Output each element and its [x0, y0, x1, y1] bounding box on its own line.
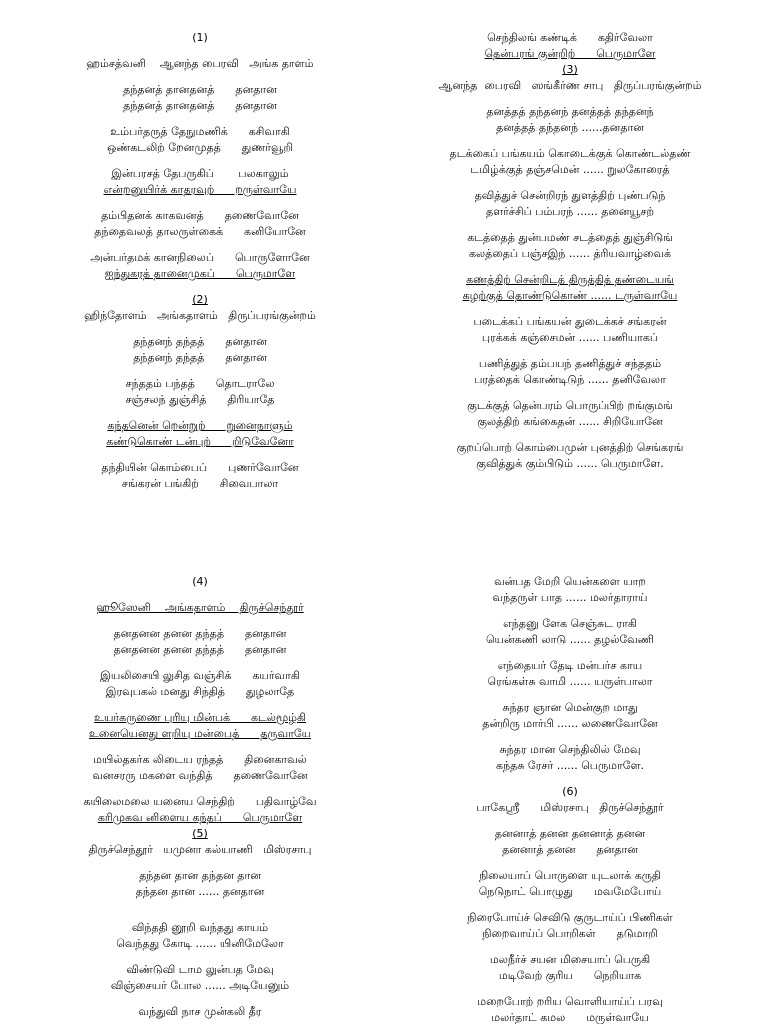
- line-gap: [380, 94, 760, 104]
- line-gap: [10, 282, 390, 292]
- verse-line: வனசரரு மகளை வந்தித் தணைவோனே: [92, 769, 308, 782]
- verse-line: தனதனன தனன தந்தத் தனதான: [113, 643, 287, 656]
- line-gap: [10, 784, 390, 794]
- line-gap: [10, 366, 390, 376]
- verse-line: இன்பரசத் தேபருகிப் பலகாலும்: [111, 167, 289, 180]
- line-gap: [380, 648, 760, 658]
- column-left-bottom: [10, 574, 390, 1020]
- verse-line: மலர்தாட் கமல மருள்வாயே: [491, 1011, 649, 1024]
- verse-line: நெடுநாட் பொழுது மவமேபோய்: [478, 885, 662, 898]
- verse-line: கந்தனென் றென்றுற் றுனைநாளும்: [107, 419, 293, 432]
- verse-line: விண்டுவி டாம லுன்பத மேவு: [126, 963, 274, 976]
- verse-line: இயலிசையி லுசித வஞ்சிக் கயர்வாகி: [100, 669, 300, 682]
- verse-line: தனனாத் தனன தனனாத் தனன: [494, 827, 646, 840]
- verse-line: (2): [192, 293, 208, 306]
- verse-line: சுந்தர மான செந்திலில் மேவு: [499, 743, 641, 756]
- verse-line: இரவுபகல் மனது சிந்தித் துழலாதே: [105, 685, 295, 698]
- verse-line: தந்தனத் தானதனத் தனதான: [123, 99, 277, 112]
- line-gap: [380, 136, 760, 146]
- verse-line: கலத்தைப் பஞ்சஇந் ...... த்ரியவாழ்வைக்: [468, 247, 672, 260]
- verse-line: எந்தனு ளேக செஞ்சுட ராகி: [503, 617, 637, 630]
- column-left-top: [10, 30, 390, 492]
- line-gap: [380, 816, 760, 826]
- line-gap: [10, 156, 390, 166]
- line-gap: [10, 700, 390, 710]
- verse-line: கணத்திற் சென்றிடத் திருத்தித் தண்டையங்: [466, 273, 674, 286]
- line-gap: [10, 72, 390, 82]
- verse-line: (1): [192, 31, 208, 44]
- verse-line: வன்பத மேறி யென்களை யாற: [494, 575, 646, 588]
- verse-line: விஞ்சையர் போல ...... அடியேனும்: [110, 979, 290, 992]
- column-right-bottom: [380, 574, 760, 1024]
- verse-line: என்றனுயிர்க் காதரவுற் றருள்வாயே: [103, 183, 297, 196]
- verse-line: பணித்துத் தம்பயந் தணித்துச் சந்ததம்: [478, 357, 662, 370]
- line-gap: [380, 858, 760, 868]
- line-gap: [10, 900, 390, 910]
- line-gap: [380, 262, 760, 272]
- line-gap: [10, 952, 390, 962]
- column-right-top: [380, 30, 760, 472]
- line-gap: [380, 732, 760, 742]
- verse-line: தளர்ச்சிப் பம்பரந் ...... தனையூசற்: [486, 205, 654, 218]
- verse-line: (6): [562, 785, 578, 798]
- verse-line: விந்ததி னூறி வந்தது காயம்: [131, 921, 269, 934]
- verse-line: நிரைபோய்ச் செவிடு குருடாய்ப் பிணிகள்: [467, 911, 673, 924]
- verse-line: கண்டுகொண் டன்புற் றிடுவேனோ: [106, 435, 294, 448]
- verse-line: ஹூஸேனி அங்கதாளம் திருச்செந்தூர்: [96, 601, 304, 614]
- verse-line: ஆனந்த பைரவி ஸங்கீர்ண சாபு திருப்பரங்குன்றம்: [438, 79, 702, 92]
- line-gap: [380, 690, 760, 700]
- verse-line: குடக்குத் தென்பரம் பொருப்பிற் றங்குமங்: [467, 399, 673, 412]
- line-gap: [10, 994, 390, 1004]
- verse-line: திருச்செந்தூர் யமுனா கல்யாணி மிஸ்ரசாபு: [88, 843, 312, 856]
- line-gap: [380, 900, 760, 910]
- verse-line: வெந்தது கோடி ...... யினிமேலோ: [116, 937, 284, 950]
- line-gap: [10, 198, 390, 208]
- line-gap: [380, 220, 760, 230]
- verse-line: தென்பரங் குன்றிற் பெருமாளே: [484, 47, 656, 60]
- verse-line: தந்தன தான ...... தனதான: [135, 885, 265, 898]
- verse-line: தந்தன தான தந்தன தான: [139, 869, 261, 882]
- verse-line: எந்தையர் தேடி மன்பர்ச காய: [497, 659, 643, 672]
- line-gap: [10, 114, 390, 124]
- verse-line: கடத்தைத் துன்பமண் சடத்தைத் துஞ்சிடுங்: [467, 231, 673, 244]
- verse-line: மடிவேற் குரிய நெறியாக: [498, 969, 642, 982]
- verse-line: மறைபோற் றரிய வொளியாய்ப் பரவு: [477, 995, 663, 1008]
- verse-line: பாகேஸ்ரீ மிஸ்ரசாபு திருச்செந்தூர்: [476, 801, 664, 814]
- verse-line: மலநீர்ச் சயன மிசையாப் பெருகி: [489, 953, 651, 966]
- line-gap: [10, 658, 390, 668]
- verse-line: உனையெனது ளறியு மன்பைத் தருவாயே: [88, 727, 312, 740]
- verse-line: குலத்திற் கங்கைதன் ...... சிறியோனே: [477, 415, 663, 428]
- verse-line: நிலையாப் பொருளை யுடலாக் கருதி: [479, 869, 661, 882]
- verse-line: செந்திலங் கண்டிக் கதிர்வேலா: [487, 31, 653, 44]
- verse-line: டமிழ்க்குத் தஞ்சமென் ...... றுலகோரைத்: [470, 163, 670, 176]
- verse-line: வந்துவி நாச முன்கலி தீர: [138, 1005, 262, 1018]
- verse-line: புரக்கக் கஞ்சைமன் ...... பணியாகப்: [481, 331, 659, 344]
- verse-line: தனனாத் தனன தனதான: [502, 843, 638, 856]
- verse-line: தனத்தத் தந்தனந் ......தனதான: [496, 121, 644, 134]
- line-gap: [380, 388, 760, 398]
- verse-line: கயிலைமலை யனைய செந்திற் பதிவாழ்வே: [83, 795, 317, 808]
- line-gap: [10, 910, 390, 920]
- verse-line: தந்தனத் தானதனத் தனதான: [123, 83, 277, 96]
- verse-line: குறப்பொற் கொம்பைமுன் புனத்திற் செங்கரங்: [456, 441, 684, 454]
- verse-line: சஞ்சலந் துஞ்சித் திரியாதே: [125, 393, 275, 406]
- verse-line: சங்கரன் பங்கிற் சிவைபாலா: [121, 477, 279, 490]
- verse-line: படைக்கப் பங்கயன் துடைக்கச் சங்கரன்: [473, 315, 667, 328]
- verse-line: ஹம்சத்வனி ஆனந்த பைரவி அங்க தாளம்: [86, 57, 314, 70]
- verse-line: ஒண்கடலிற் றேனமுதத் துணர்வூறி: [107, 141, 293, 154]
- verse-line: அன்பர்தமக் கானநிலைப் பொருளோனே: [90, 251, 310, 264]
- verse-line: உயர்கருணை புரியு மின்பக் கடல்மூழ்கி: [94, 711, 306, 724]
- verse-line: ஹிந்தோளம் அங்கதாளம் திருப்பரங்குன்றம்: [84, 309, 316, 322]
- line-gap: [380, 304, 760, 314]
- verse-line: தந்தியின் கொம்பைப் புணர்வோனே: [101, 461, 299, 474]
- verse-line: (5): [192, 827, 208, 840]
- line-gap: [10, 408, 390, 418]
- verse-line: தன்றிரு மார்பி ...... லணைவோனே: [482, 717, 658, 730]
- verse-line: கழற்குத் தொண்டுகொண் ...... டருள்வாயே: [462, 289, 678, 302]
- verse-line: தம்பிதனக் காகவனத் தணைவோனே: [101, 209, 299, 222]
- verse-line: தந்தனந் தந்தத் தனதான: [133, 335, 267, 348]
- verse-line: (4): [192, 575, 208, 588]
- line-gap: [10, 616, 390, 626]
- verse-line: ஐந்துகரத் தானைமுகப் பெருமாளே: [104, 267, 296, 280]
- verse-line: மயில்தகர்க லிடைய ரந்தத் தினைகாவல்: [93, 753, 307, 766]
- line-gap: [10, 324, 390, 334]
- line-gap: [380, 774, 760, 784]
- line-gap: [10, 858, 390, 868]
- verse-line: தடக்கைப் பங்கயம் கொடைக்குக் கொண்டல்தண்: [449, 147, 691, 160]
- line-gap: [380, 606, 760, 616]
- line-gap: [10, 46, 390, 56]
- verse-line: தனதனன தனன தந்தத் தனதான: [113, 627, 287, 640]
- line-gap: [380, 430, 760, 440]
- line-gap: [10, 450, 390, 460]
- verse-line: வந்தருள் பாத ...... மலர்தாராய்: [492, 591, 648, 604]
- verse-line: பரத்தைக் கொண்டிடுந் ...... தனிவேலா: [474, 373, 666, 386]
- verse-line: ரெங்கள்சு வாமி ...... யருள்பாலா: [487, 675, 653, 688]
- verse-line: குவித்துக் கும்பிடும் ...... பெருமாளே.: [476, 457, 664, 470]
- line-gap: [380, 984, 760, 994]
- verse-line: நிறைவாய்ப் பொறிகள் தடுமாறி: [482, 927, 658, 940]
- verse-line: சுந்தர ஞான மென்குற மாது: [502, 701, 638, 714]
- verse-line: கந்தசு ரேசர் ...... பெருமாளே.: [495, 759, 644, 772]
- verse-line: யென்கணி லாடு ...... தழல்வேணி: [485, 633, 655, 646]
- line-gap: [10, 742, 390, 752]
- verse-line: சந்ததம் பந்தத் தொடராலே: [125, 377, 275, 390]
- line-gap: [380, 346, 760, 356]
- line-gap: [380, 178, 760, 188]
- line-gap: [380, 942, 760, 952]
- verse-line: உம்பர்தருத் தேநுமணிக் கசிவாகி: [110, 125, 290, 138]
- verse-line: தவித்துச் சென்றிரந் துளத்திற் புண்படுந்: [474, 189, 666, 202]
- verse-line: தந்தனந் தந்தத் தனதான: [133, 351, 267, 364]
- line-gap: [10, 590, 390, 600]
- line-gap: [10, 240, 390, 250]
- verse-line: தனத்தத் தந்தனந் தனத்தத் தந்தனந்: [486, 105, 654, 118]
- verse-line: தந்தைவலத் தாலருள்கைக் கனியோனே: [94, 225, 306, 238]
- verse-line: கரிமுகவ னிளைய கந்தப் பெருமாளே: [97, 811, 303, 824]
- verse-line: (3): [562, 63, 578, 76]
